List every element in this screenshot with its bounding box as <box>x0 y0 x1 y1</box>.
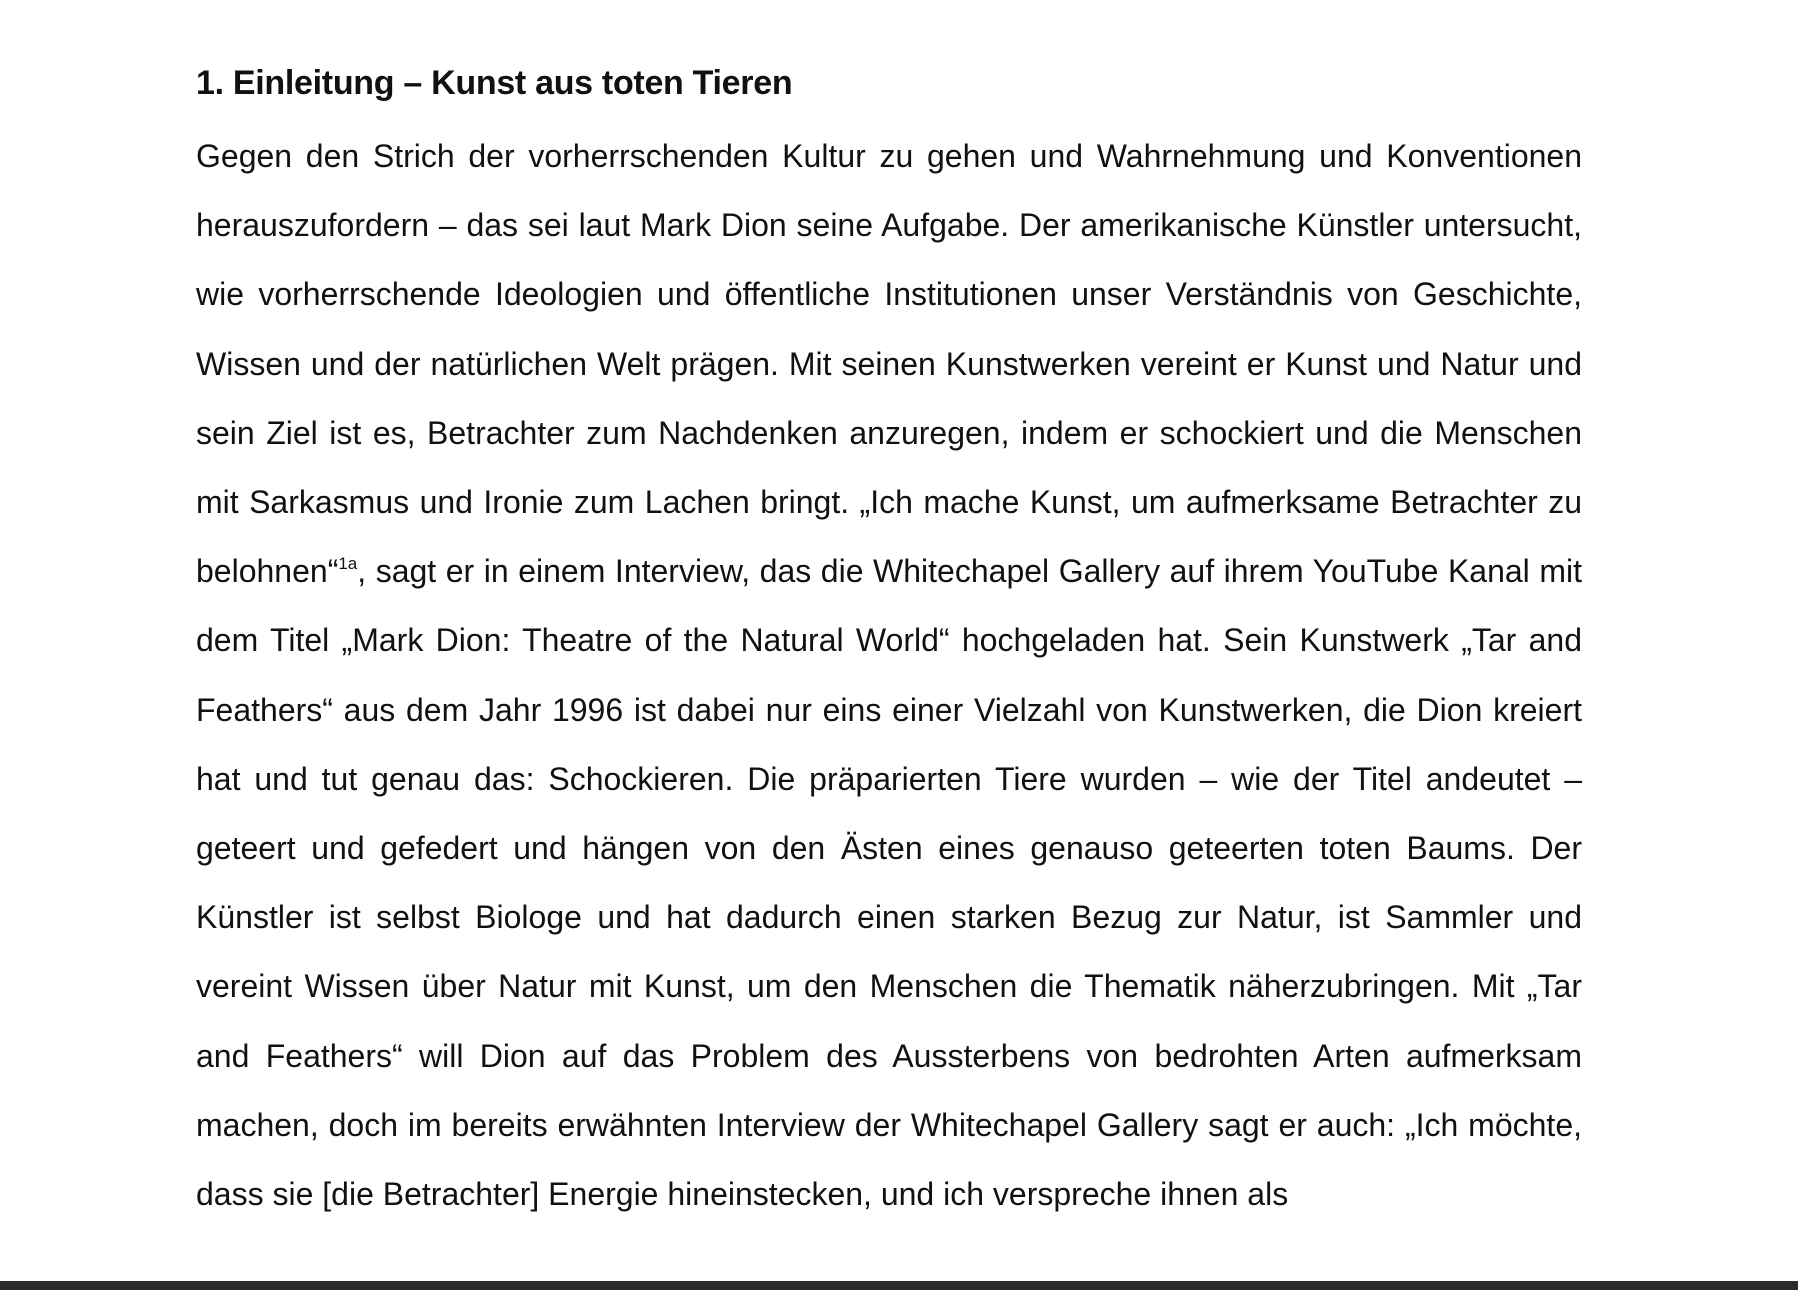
window-bottom-edge <box>0 1281 1798 1290</box>
body-paragraph <box>196 122 1582 1229</box>
document-content <box>196 58 1582 1229</box>
paragraph-text-part-1: Gegen den Strich der vorherrschenden Kultur zu gehen und Wahrnehmung und Konventionen herauszufordern – das sei laut Mark Dion seine Aufgabe. Der amerikanische Künstler untersucht, wie vorherrschende Ideologien und öffentliche Institutionen unser Verständnis von Geschichte, Wissen und der natürlichen Welt prägen. Mit seinen Kunstwerken vereint er Kunst und Natur und sein Ziel ist es, Betrachter zum Nachdenken anzuregen, indem er schockiert und die Menschen mit Sarkasmus und Ironie zum Lachen bringt. „Ich mache Kunst, um aufmerksame Betrachter zu belohnen“ <box>196 138 1582 590</box>
footnote-reference[interactable]: 1a <box>338 553 358 573</box>
section-heading: 1. Einleitung – Kunst aus toten Tieren <box>196 64 793 102</box>
paragraph-text-part-2: , sagt er in einem Interview, das die Whitechapel Gallery auf ihrem YouTube Kanal mit dem Titel „Mark Dion: Theatre of the Natural World“ hochgeladen hat. Sein Kunstwerk „Tar and Feathers“ aus dem Jahr 1996 ist dabei nur eins einer Vielzahl von Kunstwerken, die Dion kreiert hat und tut genau das: Schockieren. Die präparierten Tiere wurden – wie der Titel andeutet – geteert und gefedert und hängen von den Ästen eines genauso geteerten toten Baums. Der Künstler ist selbst Biologe und hat dadurch einen starken Bezug zur Natur, ist Sammler und vereint Wissen über Natur mit Kunst, um den Menschen die Thematik näherzubringen. Mit „Tar and Feathers“ will Dion auf das Problem des Aussterbens von bedrohten Arten aufmerksam machen, doch im bereits erwähnten Interview der Whitechapel Gallery sagt er auch: „Ich möchte, dass sie [die Betrachter] Energie hineinstecken, und ich verspreche ihnen als <box>196 553 1582 1213</box>
